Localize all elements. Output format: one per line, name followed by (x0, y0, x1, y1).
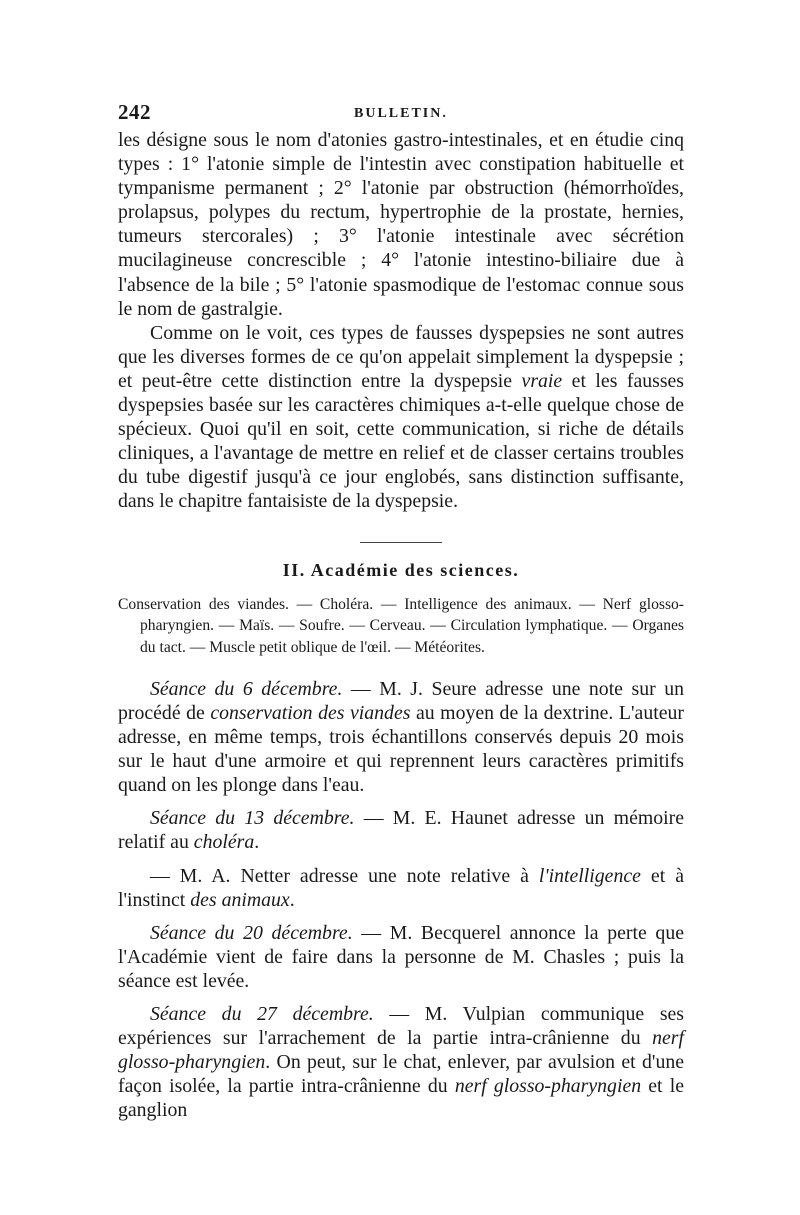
text-run: — M. J. Seure adresse une note sur un procédé de (118, 677, 684, 724)
text-run: et les fausses dyspepsies basée sur les caractères chimiques a-t-elle quelque chose de spécieux. Quoi qu'il en soit, cette communication, si riche de détails cliniques, a l'avantage de mettre en relief et de classer certains troubles du tube digestif jusqu'à ce jour englobés, sans distinction suffisante, dans le chapitre fantaisiste de la dyspepsie. (118, 369, 685, 513)
text-run: et à l'instinct (118, 864, 684, 911)
text-run: — M. E. Haunet adresse un mémoire relatif au (118, 807, 684, 854)
paragraph-seance-20 (118, 921, 684, 993)
text-run: . (254, 831, 260, 854)
session-date: Séance du 6 décembre. (150, 677, 343, 700)
running-title: BULLETIN. (354, 106, 448, 121)
text-run: au moyen de la dextrine. L'auteur adresse, en même temps, trois échantillons conservés depuis 20 mois sur le haut d'une armoire et qui reprennent leurs caractères primitifs quand on les plonge dans l'eau. (118, 701, 684, 797)
page (118, 100, 684, 1122)
text-run: Comme on le voit, ces types de fausses dyspepsies ne sont autres que les diverses formes de ce qu'on appelait simplement la dyspepsie ; et peut-être cette distinction entre la dyspepsie (118, 321, 684, 392)
session-date: Séance du 27 décembre. (150, 1003, 374, 1026)
text-run: . On peut, sur le chat, enlever, par avulsion et d'une façon isolée, la partie intra-crânienne du (118, 1051, 684, 1098)
session-date: Séance du 20 décembre. (150, 921, 353, 944)
text-run: — M. Becquerel annonce la perte que l'Académie vient de faire dans la personne de M. Chasles ; puis la séance est levée. (118, 921, 684, 992)
session-date: Séance du 13 décembre. (150, 807, 355, 830)
section-heading: II. Académie des sciences. (282, 559, 520, 580)
text-run: et le ganglion (118, 1075, 684, 1122)
italic-run: choléra (193, 831, 255, 854)
paragraph-atonies: les désigne sous le nom d'atonies gastro-intestinales, et en étudie cinq types : 1° l'atonie simple de l'intestin avec constipation habituelle et tympanisme permanent ; 2° l'atonie par obstruction (hémorrhoïdes, prolapsus, polypes du rectum, hypertrophie de la prostate, hernies, tumeurs stercorales) ; 3° l'atonie intestinale avec sécrétion mucilagineuse concrescible ; 4° l'atonie intestino-biliaire due à l'absence de la bile ; 5° l'atonie spasmodique de l'estomac connue sous le nom de gastralgie. (118, 129, 684, 320)
italic-run: l'intelligence (538, 864, 641, 887)
italic-run: vraie (521, 369, 563, 392)
paragraph-dyspepsie (118, 321, 684, 514)
section-divider (360, 542, 442, 543)
page-number: 242 (118, 100, 151, 124)
italic-run: des animaux (190, 888, 290, 911)
text-run: — M. A. Netter adresse une note relative à (150, 864, 539, 887)
running-head (118, 100, 684, 122)
italic-run: nerf glosso-pharyngien (118, 1027, 684, 1074)
paragraph-netter (118, 864, 684, 912)
text-run: — M. Vulpian communique ses expériences sur l'arrachement de la partie intra-crânienne du (118, 1003, 684, 1050)
italic-run: nerf glosso-pharyngien (454, 1075, 642, 1098)
paragraph-seance-13 (118, 806, 684, 854)
text-run: . (289, 888, 295, 911)
paragraph-seance-27 (118, 1002, 684, 1122)
paragraph-seance-6 (118, 677, 684, 797)
section-summary: Conservation des viandes. — Choléra. — Intelligence des animaux. — Nerf glosso-pharyngien. — Maïs. — Soufre. — Cerveau. — Circulation lymphatique. — Organes du tact. — Muscle petit oblique de l'œil. — Météorites. (118, 595, 684, 657)
italic-run: conservation des viandes (210, 701, 411, 724)
